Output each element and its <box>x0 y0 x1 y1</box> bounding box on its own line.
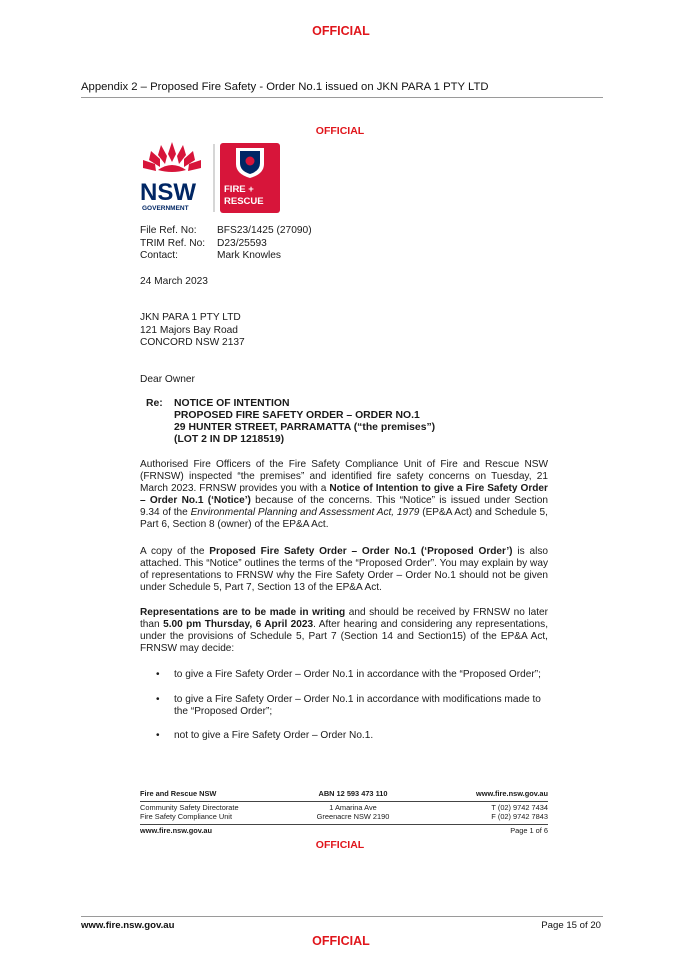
bullet-icon: • <box>156 693 160 705</box>
rescue-wordmark: RESCUE <box>224 196 264 207</box>
page-footer-website: www.fire.nsw.gov.au <box>81 920 175 931</box>
letter-page-number: Page 1 of 6 <box>510 826 548 835</box>
ref-value: D23/25593 <box>217 237 267 249</box>
list-item: • to give a Fire Safety Order – Order No.1 in accordance with the “Proposed Order”; <box>156 669 541 680</box>
footer-divider <box>81 916 603 917</box>
paragraph-representations: Representations are to be made in writing and should be received by FRNSW no later than 5.00 pm Thursday, 6 April 2023. After hearing and considering any representations, under the provisions of Schedule 5, Part 7 (Section 14 and Section15) of the EP&A Act, FRNSW may decide: <box>140 607 549 654</box>
ref-row-trim <box>140 238 312 251</box>
footer-fax: F (02) 9742 7843 <box>491 812 548 821</box>
subject-line: 29 HUNTER STREET, PARRAMATTA (“the premises”) <box>174 422 436 433</box>
letter-date: 24 March 2023 <box>140 276 208 287</box>
subject-line: (LOT 2 IN DP 1218519) <box>174 434 285 445</box>
subject-line: NOTICE OF INTENTION <box>174 398 290 409</box>
government-wordmark: GOVERNMENT <box>142 205 189 212</box>
waratah-icon <box>143 142 201 172</box>
letter-security-marking-bottom: OFFICIAL <box>315 839 365 851</box>
reference-table <box>140 225 312 263</box>
ref-key: TRIM Ref. No: <box>140 237 206 249</box>
letter-footer <box>140 790 548 836</box>
ref-value: BFS23/1425 (27090) <box>217 225 312 236</box>
footer-phone: T (02) 9742 7434 <box>491 803 548 812</box>
bottom-security-marking: OFFICIAL <box>312 934 370 948</box>
footer-web-top: www.fire.nsw.gov.au <box>476 789 548 798</box>
bullet-icon: • <box>156 730 160 742</box>
list-item: • not to give a Fire Safety Order – Order No.1. <box>156 730 374 742</box>
footer-org: Fire and Rescue NSW <box>140 789 217 798</box>
footer-directorate: Community Safety Directorate <box>140 803 239 812</box>
subject-block <box>146 398 436 445</box>
letter-security-marking-top: OFFICIAL <box>315 125 365 137</box>
page-number: Page 15 of 20 <box>541 920 601 931</box>
ref-row-file <box>140 225 312 238</box>
address-line: 121 Majors Bay Road <box>140 324 238 336</box>
footer-street: 1 Amarina Ave <box>329 803 377 812</box>
appendix-header: Appendix 2 – Proposed Fire Safety - Order No.1 issued on JKN PARA 1 PTY LTD <box>81 81 489 93</box>
footer-suburb: Greenacre NSW 2190 <box>316 812 390 821</box>
ref-row-contact <box>140 250 312 263</box>
footer-divider <box>140 824 548 825</box>
subject-line: PROPOSED FIRE SAFETY ORDER – ORDER NO.1 <box>174 410 420 421</box>
decision-list <box>154 669 548 742</box>
address-line: JKN PARA 1 PTY LTD <box>140 312 241 323</box>
bullet-icon: • <box>156 669 160 680</box>
footer-web-bottom: www.fire.nsw.gov.au <box>140 826 212 835</box>
paragraph-inspection: Authorised Fire Officers of the Fire Safety Compliance Unit of Fire and Rescue NSW (FRNSW) inspected “the premises” and identified fire safety concerns on Tuesday, 21 March 2023. FRNSW provides you with a Notice of Intention to give a Fire Safety Order – Order No.1 (‘Notice’) because of the concerns. This “Notice” is issued under Section 9.34 of the Environmental Planning and Assessment Act, 1979 (EP&A Act) and Schedule 5, Part 6, Section 8 (owner) of the EP&A Act. <box>140 459 548 530</box>
recipient-address <box>140 312 245 350</box>
ref-value: Mark Knowles <box>217 250 281 261</box>
footer-unit: Fire Safety Compliance Unit <box>140 812 233 821</box>
header-divider <box>81 97 603 98</box>
footer-divider <box>140 801 548 802</box>
ref-key: Contact: <box>140 250 178 261</box>
salutation: Dear Owner <box>140 374 195 385</box>
paragraph-proposed-order: A copy of the Proposed Fire Safety Order – Order No.1 (‘Proposed Order’) is also attached. This “Notice” outlines the terms of the “Proposed Order”. You may explain by way of representations to FRNSW why the Fire Safety Order – Order No.1 should not be given under Schedule 5, Part 7, Section 13 of the EP&A Act. <box>140 546 548 593</box>
list-item: • to give a Fire Safety Order – Order No.1 in accordance with modifications made to the “Proposed Order”; <box>156 693 541 717</box>
top-security-marking: OFFICIAL <box>312 24 370 38</box>
nsw-government-logo <box>140 140 282 214</box>
address-line: CONCORD NSW 2137 <box>140 337 245 348</box>
nsw-wordmark: NSW <box>140 179 196 206</box>
re-label: Re: <box>146 398 163 409</box>
fire-wordmark: FIRE + <box>224 184 254 195</box>
ref-key: File Ref. No: <box>140 225 197 236</box>
footer-abn: ABN 12 593 473 110 <box>318 789 388 798</box>
